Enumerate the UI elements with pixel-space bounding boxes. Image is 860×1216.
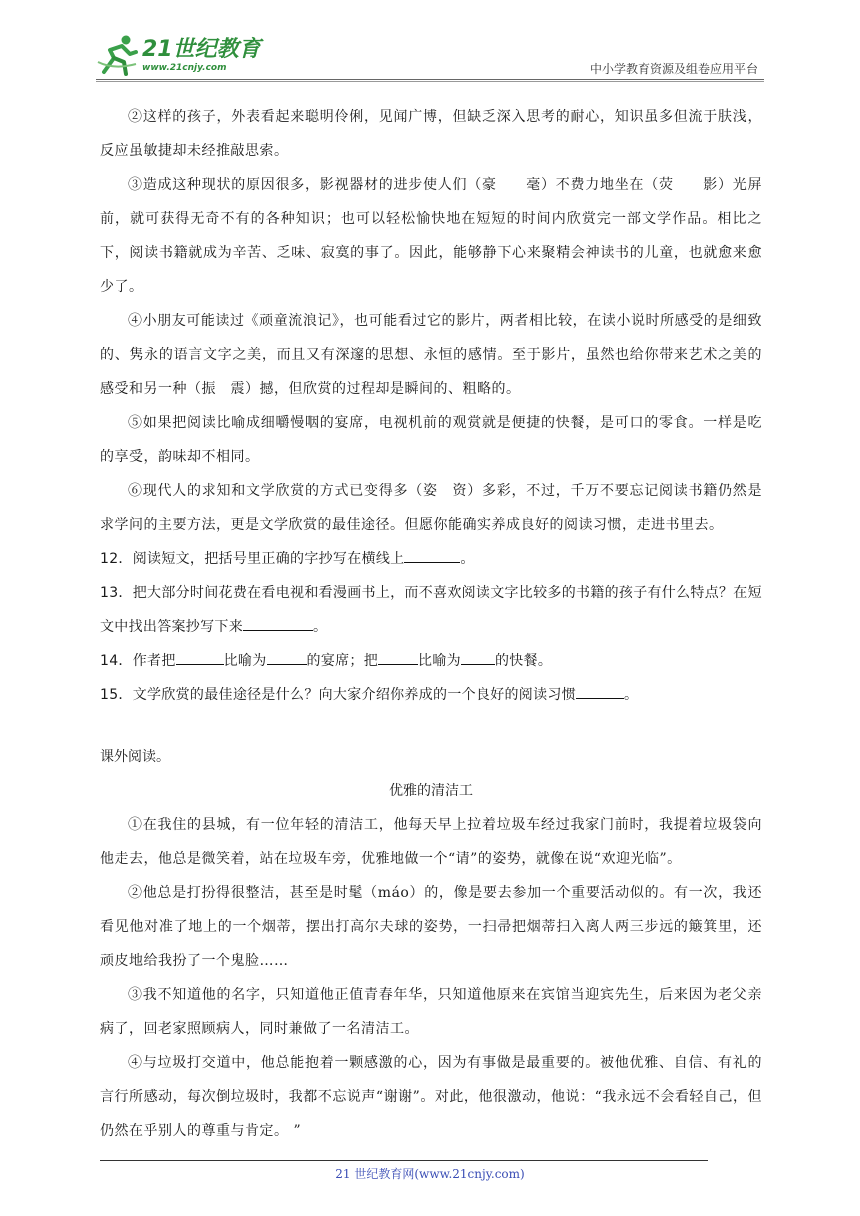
answer-blank[interactable]: [404, 546, 460, 563]
document-body: [100, 100, 762, 1148]
answer-blank[interactable]: [267, 648, 307, 665]
passage2-paragraph-3: ③我不知道他的名字，只知道他正值青春年华，只知道他原来在宾馆当迎宾先生，后来因为老父亲病了，回老家照顾病人，同时兼做了一名清洁工。: [100, 987, 762, 1037]
passage2-paragraph-1: ①在我住的县城，有一位年轻的清洁工，他每天早上拉着垃圾车经过我家门前时，我提着垃圾袋向他走去，他总是微笑着，站在垃圾车旁，优雅地做一个“请”的姿势，就像在说“欢迎光临”。: [100, 817, 762, 867]
answer-blank[interactable]: [176, 648, 224, 665]
page-header: [96, 30, 764, 80]
section-label: 课外阅读。: [100, 749, 170, 765]
answer-blank[interactable]: [576, 682, 624, 699]
passage1-paragraph-6: ⑥现代人的求知和文学欣赏的方式已变得多（姿 资）多彩，不过，千万不要忘记阅读书籍仍然是求学问的主要方法，更是文学欣赏的最佳途径。但愿你能确实养成良好的阅读习惯，走进书里去。: [100, 483, 762, 533]
passage1-paragraph-3: ③造成这种现状的原因很多，影视器材的进步使人们（豪 毫）不费力地坐在（荧 影）光屏前，就可获得无奇不有的各种知识；也可以轻松愉快地在短短的时间内欣赏完一部文学作品。相比之下，阅读书籍就成为辛苦、乏味、寂寞的事了。因此，能够静下心来聚精会神读书的儿童，也就愈来愈少了。: [100, 177, 762, 295]
passage2-title: 优雅的清洁工: [389, 783, 473, 799]
passage1-paragraph-2: ②这样的孩子，外表看起来聪明伶俐，见闻广博，但缺乏深入思考的耐心，知识虽多但流于肤浅，反应虽敏捷却未经推敲思索。: [100, 109, 762, 159]
question-13: 13．把大部分时间花费在看电视和看漫画书上，而不喜欢阅读文字比较多的书籍的孩子有什么特点？在短文中找出答案抄写下来 。: [100, 585, 762, 635]
platform-label: 中小学教育资源及组卷应用平台: [589, 62, 758, 76]
question-12: 12．阅读短文，把括号里正确的字抄写在横线上 。: [100, 542, 762, 576]
passage2-paragraph-4: ④与垃圾打交道中，他总能抱着一颗感激的心，因为有事做是最重要的。被他优雅、自信、有礼的言行所感动，每次倒垃圾时，我都不忘说声“谢谢”。对此，他很激动，他说：“我永远不会看轻自己，但仍然在乎别人的尊重与肯定。 ”: [100, 1055, 762, 1139]
question-15: 15．文学欣赏的最佳途径是什么？向大家介绍你养成的一个良好的阅读习惯 。: [100, 678, 762, 712]
header-divider: [96, 79, 764, 80]
logo-text: 21世纪教育: [142, 37, 261, 62]
answer-blank[interactable]: [378, 648, 418, 665]
passage1-paragraph-5: ⑤如果把阅读比喻成细嚼慢咽的宴席，电视机前的观赏就是便捷的快餐，是可口的零食。一样是吃的享受，韵味却不相同。: [100, 415, 762, 465]
site-logo: [96, 30, 266, 78]
runner-icon: [96, 32, 140, 76]
passage2-paragraph-2: ②他总是打扮得很整洁，甚至是时髦（máo）的，像是要去参加一个重要活动似的。有一次，我还看见他对准了地上的一个烟蒂，摆出打高尔夫球的姿势，一扫帚把烟蒂扫入离人两三步远的簸箕里，还顽皮地给我扮了一个鬼脸……: [100, 885, 762, 969]
header-divider-thin: [96, 81, 764, 82]
question-14: 14．作者把 比喻为 的宴席；把 比喻为 的快餐。: [100, 644, 762, 678]
answer-blank[interactable]: [243, 614, 313, 631]
footer-divider: [100, 1160, 708, 1161]
logo-url: www.21cnjy.com: [142, 63, 227, 73]
page-footer[interactable]: 21 世纪教育网(www.21cnjy.com): [335, 1167, 525, 1181]
answer-blank[interactable]: [461, 648, 495, 665]
passage1-paragraph-4: ④小朋友可能读过《顽童流浪记》，也可能看过它的影片，两者相比较，在读小说时所感受的是细致的、隽永的语言文字之美，而且又有深邃的思想、永恒的感情。至于影片，虽然也给你带来艺术之美的感受和另一种（振 震）撼，但欣赏的过程却是瞬间的、粗略的。: [100, 313, 762, 397]
